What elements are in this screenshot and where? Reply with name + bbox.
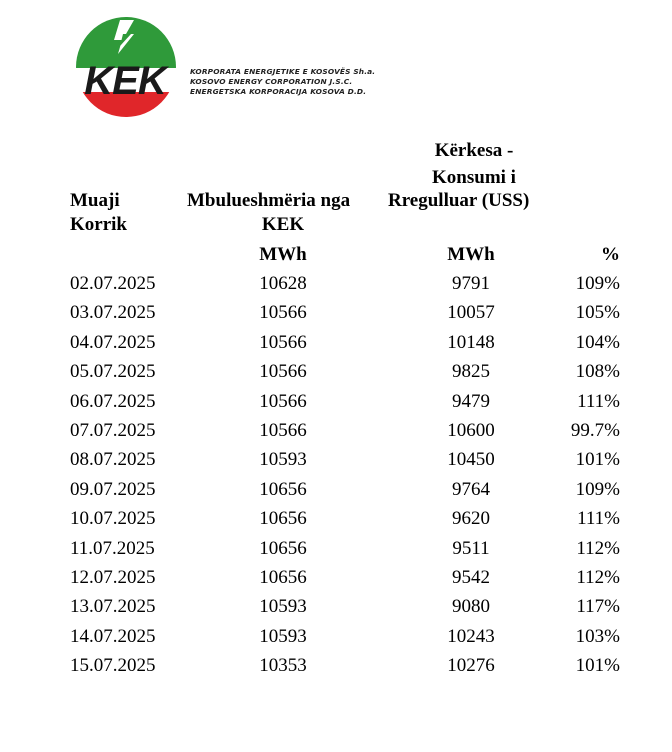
table-row [0,534,672,563]
row-kek-mwh: 10566 [259,361,307,383]
row-demand-mwh: 9764 [452,478,490,500]
row-coverage-pct: 109% [575,478,620,500]
row-date: 13.07.2025 [70,596,156,618]
table-row [0,298,672,327]
row-coverage-pct: 99.7% [570,420,620,441]
table-row [0,445,672,474]
company-line-en: KOSOVO ENERGY CORPORATION J.S.C. [190,77,353,86]
row-date: 10.07.2025 [70,508,156,530]
table-row [0,328,672,357]
unit-demand: MWh [447,244,495,265]
table-row [0,357,672,386]
row-kek-mwh: 10566 [259,390,307,412]
row-demand-mwh: 9620 [452,508,490,530]
table-row [0,387,672,416]
row-demand-mwh: 9542 [452,567,490,588]
row-demand-mwh: 9791 [452,273,490,294]
row-kek-mwh: 10566 [259,302,307,324]
unit-pct: % [601,244,620,265]
row-demand-mwh: 10276 [447,655,495,677]
row-coverage-pct: 112% [576,537,620,559]
logo-wordmark: KEK [84,59,166,103]
company-line-sr: ENERGETSKA KORPORACIJA KOSOVA D.D. [190,87,367,96]
row-demand-mwh: 9080 [452,596,490,618]
row-coverage-pct: 108% [575,361,620,383]
row-kek-mwh: 10566 [259,331,307,353]
row-kek-mwh: 10656 [259,508,307,530]
row-kek-mwh: 10353 [259,655,307,677]
coverage-header-line1: Mbulueshmëria nga [187,190,351,211]
row-date: 12.07.2025 [70,567,156,588]
demand-header-line3: Rregulluar (USS) [388,190,530,211]
kek-logo-mark [68,16,183,118]
row-coverage-pct: 117% [576,596,620,618]
row-date: 15.07.2025 [70,655,156,677]
demand-header-line2: Konsumi i [432,167,516,188]
row-date: 05.07.2025 [70,361,156,383]
row-date: 14.07.2025 [70,625,156,647]
row-demand-mwh: 10148 [447,331,495,353]
row-coverage-pct: 111% [577,390,620,412]
table-row [0,269,672,298]
row-date: 08.07.2025 [70,449,156,471]
table-row [0,651,672,680]
company-line-sq: KORPORATA ENERGJETIKE E KOSOVËS Sh.a. [190,67,376,76]
row-date: 02.07.2025 [70,273,156,294]
table-row [0,504,672,533]
row-kek-mwh: 10656 [259,537,307,559]
table-row [0,416,672,445]
row-demand-mwh: 10057 [447,302,495,324]
row-demand-mwh: 9825 [452,361,490,383]
company-name-lines [190,67,375,97]
table-row [0,592,672,621]
row-kek-mwh: 10566 [259,420,307,441]
row-demand-mwh: 9511 [452,537,490,559]
row-kek-mwh: 10593 [259,596,307,618]
table-row [0,563,672,592]
kek-logo [68,16,376,120]
table-row [0,475,672,504]
row-demand-mwh: 9479 [452,390,490,412]
coverage-header-line2: KEK [261,214,305,235]
row-coverage-pct: 101% [575,655,620,677]
row-date: 07.07.2025 [70,420,156,441]
row-coverage-pct: 111% [577,508,620,530]
row-kek-mwh: 10593 [259,449,307,471]
row-kek-mwh: 10628 [259,273,307,294]
row-date: 11.07.2025 [70,537,155,559]
row-coverage-pct: 109% [575,273,620,294]
row-coverage-pct: 104% [575,331,620,353]
row-demand-mwh: 10243 [447,625,495,647]
row-coverage-pct: 112% [576,567,620,588]
row-coverage-pct: 103% [575,625,620,647]
row-date: 04.07.2025 [70,331,156,353]
row-coverage-pct: 105% [575,302,620,324]
row-date: 03.07.2025 [70,302,156,324]
row-kek-mwh: 10593 [259,625,307,647]
unit-kek: MWh [259,244,307,265]
demand-header [394,139,554,189]
demand-header-line1: Kërkesa - [434,140,514,161]
row-date: 09.07.2025 [70,478,156,500]
month-label: Muaji [70,190,120,211]
row-kek-mwh: 10656 [259,567,307,588]
month-value: Korrik [70,214,127,235]
row-kek-mwh: 10656 [259,478,307,500]
row-coverage-pct: 101% [575,449,620,471]
row-date: 06.07.2025 [70,390,156,412]
row-demand-mwh: 10600 [447,420,495,441]
row-demand-mwh: 10450 [447,449,495,471]
table-row [0,622,672,651]
